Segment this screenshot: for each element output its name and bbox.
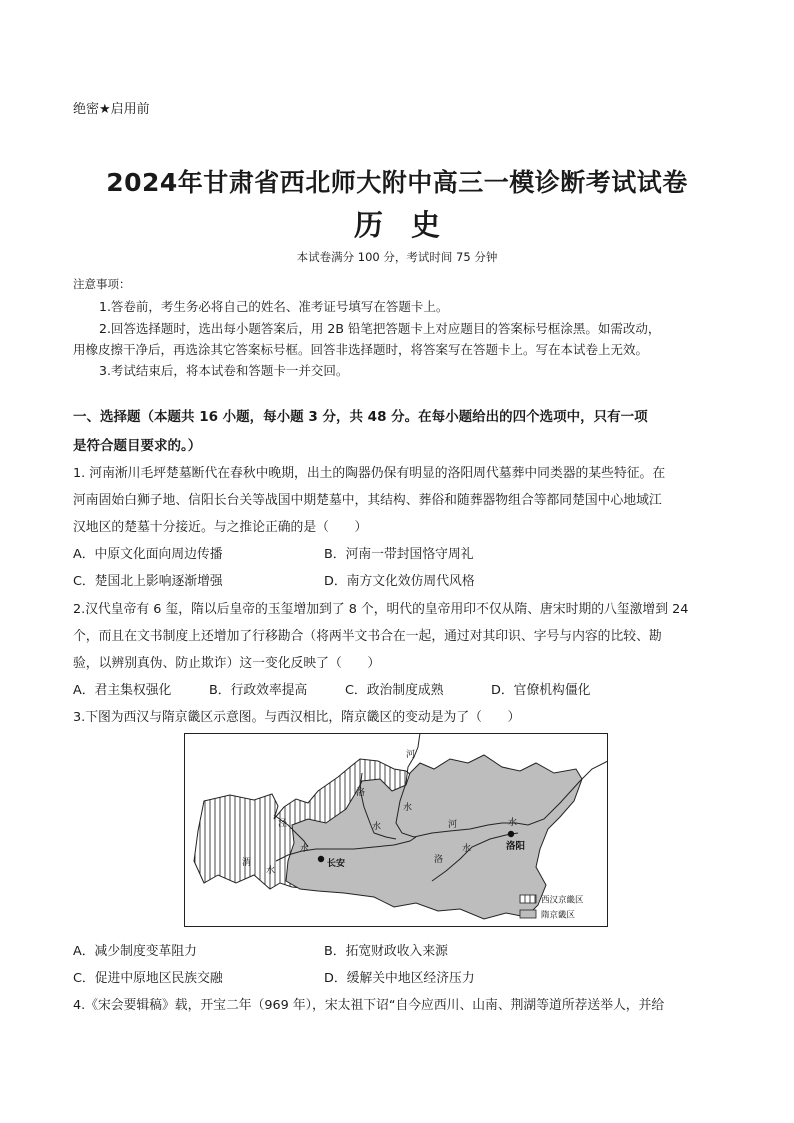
legend-swatch-sui	[520, 910, 536, 918]
section-heading-cont: 是符合题目要求的。）	[73, 438, 202, 454]
label-shui-wei: 水	[266, 866, 276, 876]
notice-heading: 注意事项：	[73, 277, 131, 291]
label-luoyang: 洛阳	[506, 841, 526, 852]
q1-option-b: B．河南一带封国恪守周礼	[324, 547, 474, 562]
q3-option-b: B．拓宽财政收入来源	[324, 944, 448, 959]
q2-stem-line: 2.汉代皇帝有 6 玺，隋以后皇帝的玉玺增加到了 8 个，明代的皇帝用印不仅从隋、唐宋时期的八玺激增到 24	[73, 602, 689, 617]
q2-stem-line: 验，以辨别真伪、防止欺诈）这一变化反映了（ ）	[73, 656, 381, 671]
notice-line: 2.回答选择题时，选出每小题答案后，用 2B 铅笔把答题卡上对应题目的答案标号框涂黑。如需改动，	[99, 321, 661, 336]
secret-mark: 绝密★启用前	[73, 102, 150, 117]
label-jing: 泾	[278, 819, 288, 829]
q2-option-c: C．政治制度成熟	[345, 683, 444, 698]
label-luo-top: 洛	[356, 788, 366, 798]
legend-han: 西汉京畿区	[541, 895, 584, 906]
label-wei: 渭	[242, 858, 252, 868]
notice-line: 1.答卷前，考生务必将自己的姓名、准考证号填写在答题卡上。	[99, 299, 449, 314]
label-shui-jing: 水	[300, 844, 310, 854]
q2-option-b: B．行政效率提高	[209, 683, 308, 698]
label-shui-mid: 水	[508, 818, 518, 828]
label-changan: 长安	[327, 859, 346, 869]
q1-stem-line: 河南固始白狮子地、信阳长台关等战国中期楚墓中，其结构、葬俗和随葬器物组合等都同楚国中心地域江	[73, 493, 662, 508]
legend-sui: 隋京畿区	[541, 910, 576, 921]
changan-marker	[318, 856, 324, 862]
page-title: 2024年甘肃省西北师大附中高三一模诊断考试试卷	[106, 168, 688, 197]
q3-option-c: C．促进中原地区民族交融	[73, 971, 223, 986]
q1-option-a: A．中原文化面向周边传播	[73, 547, 223, 562]
q1-option-c: C．楚国北上影响逐渐增强	[73, 574, 223, 589]
label-shui-luo: 水	[372, 822, 382, 832]
label-he-mid: 河	[448, 820, 458, 830]
label-he-top: 河	[406, 750, 416, 760]
q2-stem-line: 个，而且在文书制度上还增加了行移勘合（将两半文书合在一起，通过对其印识、字号与内容的比较、勘	[73, 629, 662, 644]
section-heading: 一、选择题（本题共 16 小题，每小题 3 分，共 48 分。在每小题给出的四个选项中，只有一项	[73, 409, 648, 425]
exam-info: 本试卷满分 100 分，考试时间 75 分钟	[296, 250, 498, 264]
luoyang-marker	[508, 831, 514, 837]
q4-stem-line: 4.《宋会要辑稿》载，开宝二年（969 年），宋太祖下诏“自今应西川、山南、荆湖等道所荐送举人，并给	[73, 998, 665, 1013]
notice-line: 3.考试结束后，将本试卷和答题卡一并交回。	[99, 363, 349, 378]
label-shui-low: 水	[462, 844, 472, 854]
q2-option-d: D．官僚机构僵化	[491, 683, 591, 698]
label-luo-low: 洛	[434, 855, 444, 865]
capital-region-map	[184, 733, 608, 927]
notice-line: 用橡皮擦干净后，再选涂其它答案标号框。回答非选择题时，将答案写在答题卡上。写在本试卷上无效。	[73, 342, 649, 357]
q3-option-d: D．缓解关中地区经济压力	[324, 971, 475, 986]
q1-stem-line: 汉地区的楚墓十分接近。与之推论正确的是（ ）	[73, 520, 368, 535]
q1-option-d: D．南方文化效仿周代风格	[324, 574, 475, 589]
legend-swatch-han	[520, 895, 536, 903]
subject-title: 历史	[353, 208, 468, 242]
q2-option-a: A．君主集权强化	[73, 683, 172, 698]
q3-option-a: A．减少制度变革阻力	[73, 944, 197, 959]
label-shui-top: 水	[403, 803, 413, 813]
q1-stem-line: 1. 河南淅川毛坪楚墓断代在春秋中晚期，出土的陶器仍保有明显的洛阳周代墓葬中同类器的某些特征。在	[73, 466, 666, 481]
q3-stem: 3.下图为西汉与隋京畿区示意图。与西汉相比，隋京畿区的变动是为了（ ）	[73, 710, 521, 725]
